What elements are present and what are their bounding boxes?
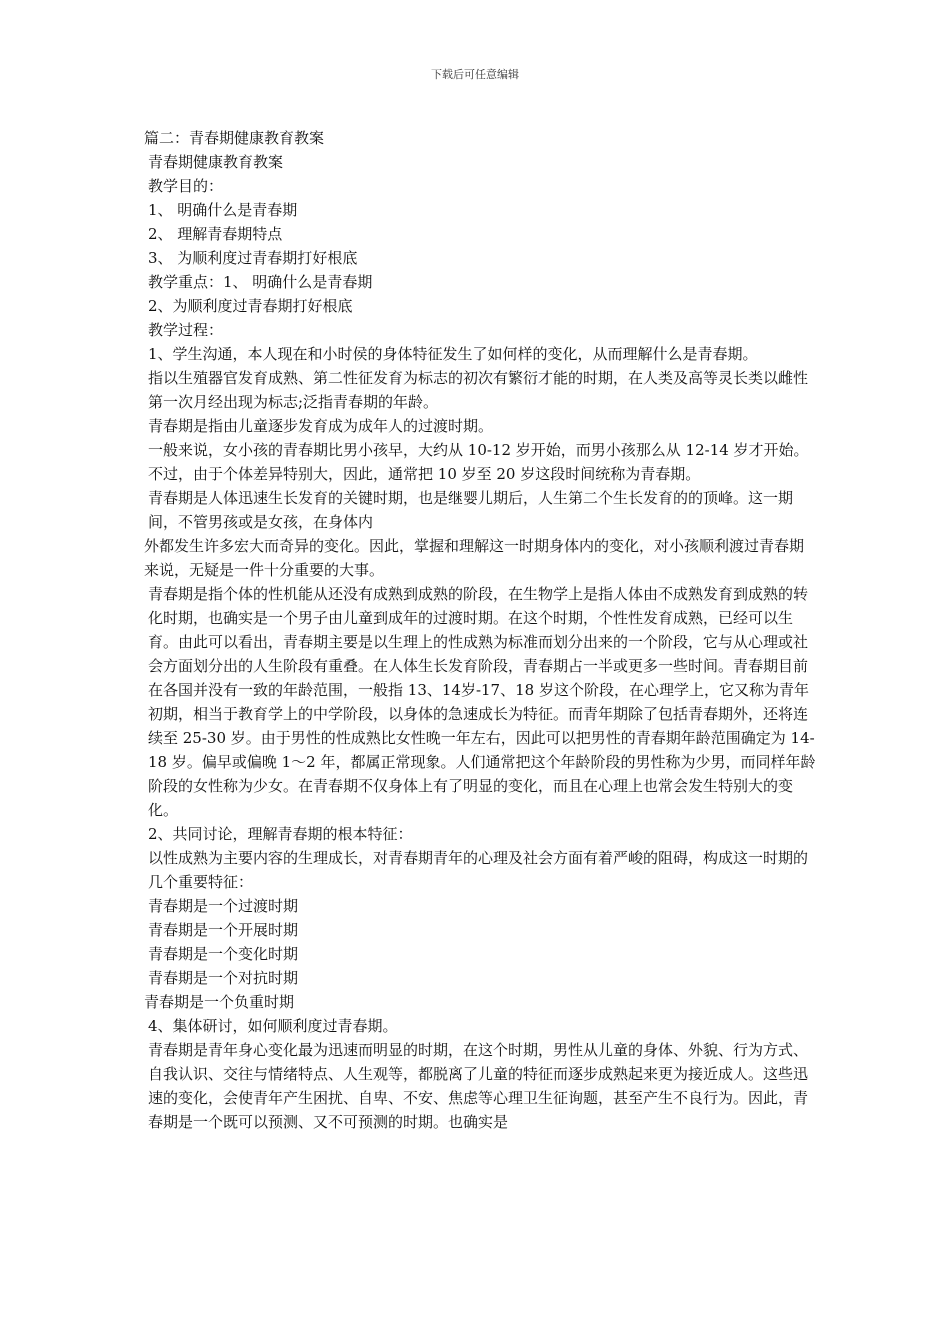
doc-paragraph: 青春期是一个过渡时期	[148, 897, 299, 915]
page-header: 下载后可任意编辑	[431, 68, 519, 81]
doc-line: 教学目的：	[148, 177, 224, 195]
document-body	[144, 126, 816, 1134]
doc-paragraph: 外都发生许多宏大而奇异的变化。因此，掌握和理解这一时期身体内的变化，对小孩顺利渡过青春期来说，无疑是一件十分重要的大事。	[144, 537, 805, 579]
doc-paragraph: 青春期是指由儿童逐步发育成为成年人的过渡时期。	[148, 417, 494, 435]
doc-line: 3、 为顺利度过青春期打好根底	[148, 249, 358, 267]
doc-paragraph: 青春期是一个对抗时期	[148, 969, 299, 987]
doc-line: 2、 理解青春期特点	[148, 225, 283, 243]
doc-paragraph: 2、共同讨论，理解青春期的根本特征：	[148, 825, 413, 843]
doc-paragraph: 以性成熟为主要内容的生理成长，对青春期青年的心理及社会方面有着严峻的阻碍，构成这一时期的几个重要特征：	[148, 849, 809, 891]
doc-paragraph: 青春期是一个变化时期	[148, 945, 299, 963]
doc-paragraph: 青春期是一个负重时期	[144, 993, 295, 1011]
doc-paragraph: 青春期是人体迅速生长发育的关键时期，也是继婴儿期后，人生第二个生长发育的的顶峰。这一期间，不管男孩或是女孩，在身体内	[148, 489, 794, 531]
doc-line: 青春期健康教育教案	[148, 153, 284, 171]
doc-line: 1、 明确什么是青春期	[148, 201, 298, 219]
doc-line: 篇二：青春期健康教育教案	[144, 129, 325, 147]
doc-paragraph: 4、集体研讨，如何顺利度过青春期。	[148, 1017, 398, 1035]
doc-paragraph: 青春期是指个体的性机能从还没有成熟到成熟的阶段，在生物学上是指人体由不成熟发育到成熟的转化时期，也确实是一个男子由儿童到成年的过渡时期。在这个时期，个性性发育成熟，已经可以生育。由此可以看出，青春期主要是以生理上的性成熟为标准而划分出来的一个阶段，它与从心理或社会方面划分出的人生阶段有重叠。在人体生长发育阶段，青春期占一半或更多一些时间。青春期目前在各国并没有一致的年龄范围，一般指 13、14岁-17、18 岁这个阶段，在心理学上，它又称为青年初期，相当于教育学上的中学阶段，以身体的急速成长为特征。而青年期除了包括青春期外，还将连续至 25-30 岁。由于男性的性成熟比女性晚一年左右，因此可以把男性的青春期年龄范围确定为 14-18 岁。偏早或偏晚 1～2 年，都属正常现象。人们通常把这个年龄阶段的男性称为少男，而同样年龄阶段的女性称为少女。在青春期不仅身体上有了明显的变化，而且在心理上也常会发生特别大的变化。	[148, 585, 816, 819]
doc-paragraph: 青春期是一个开展时期	[148, 921, 299, 939]
doc-line: 2、为顺利度过青春期打好根底	[148, 297, 353, 315]
doc-line: 教学重点：1、 明确什么是青春期	[148, 273, 373, 291]
doc-paragraph: 1、学生沟通，本人现在和小时侯的身体特征发生了如何样的变化，从而理解什么是青春期。	[148, 345, 758, 363]
doc-paragraph: 指以生殖器官发育成熟、第二性征发育为标志的初次有繁衍才能的时期，在人类及高等灵长类以雌性第一次月经出现为标志;泛指青春期的年龄。	[148, 369, 809, 411]
doc-paragraph: 一般来说，女小孩的青春期比男小孩早，大约从 10-12 岁开始，而男小孩那么从 12-14 岁才开始。不过，由于个体差异特别大，因此，通常把 10 岁至 20 岁这段时间统称为青春期。	[148, 441, 809, 483]
doc-paragraph: 青春期是青年身心变化最为迅速而明显的时期，在这个时期，男性从儿童的身体、外貌、行为方式、自我认识、交往与情绪特点、人生观等，都脱离了儿童的特征而逐步成熟起来更为接近成人。这些迅速的变化，会使青年产生困扰、自卑、不安、焦虑等心理卫生征询题，甚至产生不良行为。因此，青春期是一个既可以预测、又不可预测的时期。也确实是	[148, 1041, 809, 1131]
doc-line: 教学过程：	[148, 321, 224, 339]
